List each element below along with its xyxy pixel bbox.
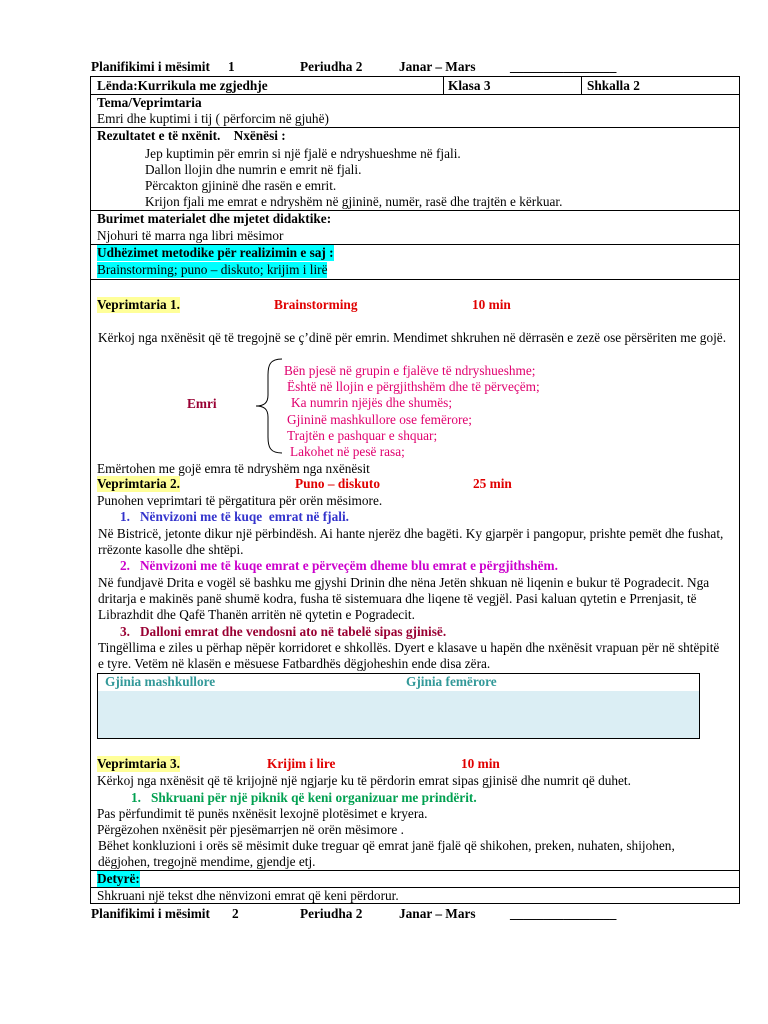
activity3-line: Pas përfundimit të punës nxënësit lexojnë plotësimet e kryera. <box>97 806 428 821</box>
methods-label: Udhëzimet metodike për realizimin e saj : <box>97 245 334 260</box>
emri-bullet: Ka numrin njëjës dhe shumës; <box>291 395 453 410</box>
activity2-text3: Tingëllima e ziles u përhap nëpër korridoret e shkollës. Dyert e klasave u hapën dhe nxënësit vrapuan për në shtëpitë e tyre. Vetëm në klasën e mësuese Fatbardhës dëgjoheshin ende disa zëra. <box>98 640 720 671</box>
methods-value: Brainstorming; puno – diskuto; krijim i lirë <box>97 262 328 277</box>
lesson-plan-table <box>90 76 740 904</box>
activity3-label: Veprimtaria 3. <box>97 756 180 771</box>
header-number: 2 <box>232 906 239 921</box>
header-blank: ________________ <box>510 906 617 921</box>
activity2-intro: Punohen veprimtari të përgatitura për orën mësimore. <box>97 493 383 508</box>
activity2-time: 25 min <box>473 476 512 491</box>
level-cell: Shkalla 2 <box>587 78 640 93</box>
header-months: Janar – Mars <box>399 906 476 921</box>
gender-table-body[interactable] <box>98 691 699 738</box>
activity2-task1: 1. Nënvizoni me të kuqe emrat në fjali. <box>120 509 349 524</box>
outcome-item: Përcakton gjininë dhe rasën e emrit. <box>145 178 337 193</box>
header-months: Janar – Mars <box>399 59 476 74</box>
outcome-item: Dallon llojin dhe numrin e emrit në fjali. <box>145 162 362 177</box>
activity1-method: Brainstorming <box>274 297 358 312</box>
topic-label: Tema/Veprimtaria <box>97 95 202 110</box>
activity1-label: Veprimtaria 1. <box>97 297 180 312</box>
homework-label: Detyrë: <box>97 871 140 886</box>
header-title: Planifikimi i mësimit <box>91 906 210 921</box>
activity3-intro: Kërkoj nga nxënësit që të krijojnë një ngjarje ku të përdorin emrat sipas gjinisë dhe numrit që duhet. <box>97 773 631 788</box>
topic-value: Emri dhe kuptimi i tij ( përforcim në gjuhë) <box>97 111 329 126</box>
emri-bullet: Bën pjesë në grupin e fjalëve të ndryshueshme; <box>284 363 536 378</box>
outcomes-label: Rezultatet e të nxënit. Nxënësi : <box>97 128 286 143</box>
activity3-line: Përgëzohen nxënësit për pjesëmarrjen në orën mësimore . <box>97 822 404 837</box>
resources-label: Burimet materialet dhe mjetet didaktike: <box>97 211 332 226</box>
col-feminine: Gjinia femërore <box>406 674 497 689</box>
activity2-method: Puno – diskuto <box>295 476 380 491</box>
header-number: 1 <box>228 59 235 74</box>
activity1-closing: Emërtohen me gojë emra të ndryshëm nga nxënësit <box>97 461 370 476</box>
gender-table <box>97 673 700 739</box>
header-period: Periudha 2 <box>300 906 363 921</box>
activity2-text1: Në Bistricë, jetonte dikur një përbindësh. Ai hante njerëz dhe bagëti. Ky gjarpër i pangopur, prishte pemët dhe fushat, rrëzonte kasolle dhe shtëpi. <box>98 526 724 557</box>
subject-cell: Lënda:Kurrikula me zgjedhje <box>97 78 268 93</box>
activity3-conclusion: Bëhet konkluzioni i orës së mësimit duke treguar që emrat janë fjalë që shikohen, preken, nuhaten, shijohen, dëgjohen, tregojnë mendime, gjendje etj. <box>98 838 675 869</box>
homework-text: Shkruani një tekst dhe nënvizoni emrat që keni përdorur. <box>97 888 399 903</box>
outcome-item: Krijon fjali me emrat e ndryshëm në gjininë, numër, rasë dhe trajtën e kërkuar. <box>145 194 563 209</box>
header-period: Periudha 2 <box>300 59 363 74</box>
activity3-time: 10 min <box>461 756 500 771</box>
activity1-time: 10 min <box>472 297 511 312</box>
activity2-task3: 3. Dalloni emrat dhe vendosni ato në tabelë sipas gjinisë. <box>120 624 447 639</box>
emri-bullet: Është në llojin e përgjithshëm dhe të përveçëm; <box>287 379 540 394</box>
activity2-text2: Në fundjavë Drita e vogël së bashku me gjyshi Drinin dhe nëna Jetën shkuan në liqenin e bukur të Pogradecit. Nga dritarja e makinës panë shumë kodra, fusha të sistemuara dhe liqene të vegjël. Pasi kaluan qytetin e Prrenjasit, të Librazhdit dhe Qafë Thanën arritën në qytetin e Pogradecit. <box>98 575 710 622</box>
activity3-task1: 1. Shkruani për një piknik që keni organizuar me prindërit. <box>131 790 477 805</box>
emri-bullet: Lakohet në pesë rasa; <box>290 444 405 459</box>
activity2-label: Veprimtaria 2. <box>97 476 180 491</box>
activity3-method: Krijim i lire <box>267 756 336 771</box>
activity2-task2: 2. Nënvizoni me të kuqe emrat e përveçëm dheme blu emrat e përgjithshëm. <box>120 558 558 573</box>
emri-term: Emri <box>187 396 217 411</box>
class-cell: Klasa 3 <box>448 78 491 93</box>
gender-table-header <box>98 674 699 692</box>
emri-bullet: Trajtën e pashquar e shquar; <box>287 428 438 443</box>
resources-value: Njohuri të marra nga libri mësimor <box>97 228 284 243</box>
header-blank: ________________ <box>510 59 617 74</box>
header-title: Planifikimi i mësimit <box>91 59 210 74</box>
outcome-item: Jep kuptimin për emrin si një fjalë e ndryshueshme në fjali. <box>145 146 461 161</box>
emri-bullet: Gjininë mashkullore ose femërore; <box>287 412 472 427</box>
curly-brace-icon <box>252 357 286 455</box>
activity1-text: Kërkoj nga nxënësit që të tregojnë se ҫ’dinë për emrin. Mendimet shkruhen në dërrasën e zezë ose përsëriten me gojë. <box>98 330 727 345</box>
col-masculine: Gjinia mashkullore <box>105 674 216 689</box>
